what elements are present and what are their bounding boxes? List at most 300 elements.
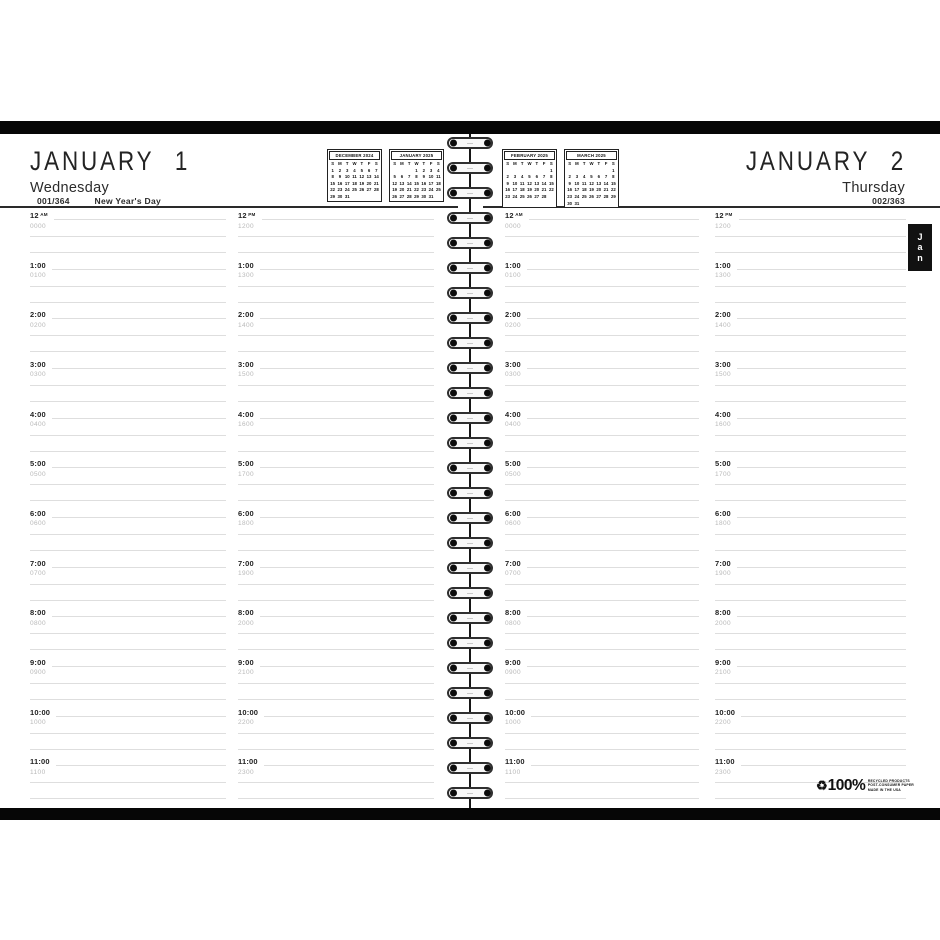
binding-ring [447,312,493,324]
date-cell: 9 [422,174,425,180]
mini-calendar-title: FEBRUARY 2025 [504,151,555,160]
date-cell [595,168,602,175]
hour-label: 7:00 [30,558,46,568]
date-cell [548,194,555,201]
hour-label: 4:00 [30,409,46,419]
writing-line [30,435,226,436]
date-cell: 25 [435,187,441,193]
hour-writing-line [52,517,226,518]
date-cell [573,168,580,175]
hour-writing-line [737,269,906,270]
date-cell: 8 [415,174,418,180]
binding-ring [447,212,493,224]
hour-slot [30,262,226,312]
hour-writing-line [260,368,434,369]
military-time: 0300 [505,371,522,379]
mini-calendar-title: JANUARY 2025 [391,151,442,160]
weekday-cell: W [527,161,532,166]
writing-line [30,550,226,551]
binding-ring [447,662,493,674]
hour-slot [238,659,434,709]
binding-ring-wire [467,293,473,294]
hour-writing-line [260,467,434,468]
hour-slot [505,709,699,759]
date-cell: 2 [338,167,342,173]
hour-writing-line [529,219,699,220]
date-cell: 31 [428,193,434,199]
date-cell: 17 [344,180,350,186]
binding-ring-wire [467,343,473,344]
hour-writing-line [527,517,699,518]
hour-label: 10:00 [30,707,51,717]
binding-ring [447,562,493,574]
hour-label-row [238,560,434,568]
date-cell: 8 [612,174,615,180]
pm-schedule-column [715,212,906,808]
meridiem-label: AM [515,212,523,217]
weekday-cell: S [568,161,572,166]
hour-writing-line [737,318,906,319]
military-time: 0400 [505,421,522,429]
date-cell: 1 [612,167,615,173]
writing-line [715,451,906,452]
hour-label-row [505,659,699,667]
hour-slot [505,361,699,411]
writing-line [715,484,906,485]
weekday-cell: S [506,161,510,166]
date-cell: 8 [550,174,553,180]
date-cell [398,168,405,175]
date-cell [581,168,588,175]
hour-writing-line [737,467,906,468]
hour-slot [715,709,906,759]
writing-line [715,286,906,287]
writing-line [715,699,906,700]
bottom-cover-band [0,808,940,820]
hour-slot [505,311,699,361]
date-cell: 25 [352,187,357,193]
binding-ring-wire [467,368,473,369]
writing-line [30,749,226,750]
hour-label-row [505,262,699,270]
weekday-cell: W [414,161,419,166]
hour-slot [505,212,699,262]
hour-writing-line [264,765,434,766]
writing-line [30,401,226,402]
date-cell: 13 [596,180,602,186]
day-of-year-line [872,196,905,206]
hour-writing-line [527,318,699,319]
date-cell [533,168,540,175]
writing-line [238,550,434,551]
military-time: 2100 [238,669,255,677]
hour-label-row [715,709,906,717]
military-time: 1500 [238,371,255,379]
date-cell: 2 [422,167,425,173]
weekday-cell: T [422,161,426,166]
binding-ring-wire [467,493,473,494]
hour-label: 11:00 [30,757,50,767]
date-cell [581,201,588,208]
date-cell: 26 [392,193,398,199]
hour-slot [30,659,226,709]
date-cell: 7 [408,174,411,180]
month-tab-letter: a [917,242,923,253]
military-time: 1300 [715,272,732,280]
writing-line [238,782,434,783]
hour-writing-line [260,616,434,617]
writing-line [238,236,434,237]
hour-slot [30,560,226,610]
binding-ring-wire [467,718,473,719]
binding-ring [447,362,493,374]
recycled-text-lines [868,779,914,792]
date-cell: 13 [534,180,540,186]
hour-writing-line [52,368,226,369]
weekday-cell: M [400,161,404,166]
date-cell: 26 [589,193,594,199]
date-cell [435,194,442,201]
date-cell: 5 [393,174,396,180]
hour-label: 8:00 [30,608,46,618]
date-cell [373,194,380,201]
date-cell: 17 [574,187,580,193]
writing-line [715,733,906,734]
date-cell: 27 [399,193,405,199]
writing-line [30,633,226,634]
date-cell: 21 [373,180,379,186]
writing-line [715,600,906,601]
hour-label-row [30,460,226,468]
hour-label: 5:00 [505,459,521,469]
binding-ring [447,762,493,774]
writing-line [238,385,434,386]
writing-line [30,534,226,535]
writing-line [238,798,434,799]
weekday-cell: F [367,161,371,166]
date-cell [526,168,533,175]
hour-label: 8:00 [715,608,731,618]
binding-ring [447,137,493,149]
date-cell: 22 [610,187,616,193]
date-cell: 18 [435,180,441,186]
weekday-label: Wednesday [30,180,110,196]
date-cell: 3 [429,167,433,173]
hour-slot [30,609,226,659]
writing-line [505,286,699,287]
hour-writing-line [260,318,434,319]
date-cell: 11 [519,180,525,186]
hour-label-row [505,609,699,617]
military-time: 1400 [715,321,732,329]
binding-ring-wire [467,643,473,644]
binding-ring-wire [467,218,473,219]
hour-slot [715,262,906,312]
hour-writing-line [527,567,699,568]
date-cell: 6 [400,174,404,180]
writing-line [238,500,434,501]
hour-label: 9:00 [505,657,521,667]
mini-calendar-january_2025 [389,149,444,202]
hour-label-row [30,212,226,220]
binding-ring [447,687,493,699]
hour-writing-line [527,467,699,468]
day-of-year: 001/364 [37,196,70,206]
binding-ring [447,512,493,524]
hour-writing-line [264,716,434,717]
mini-calendar-grid [391,161,442,201]
hour-label-row [715,361,906,369]
hour-label-row [505,411,699,419]
date-cell: 28 [541,193,547,199]
writing-line [30,236,226,237]
date-cell: 4 [583,174,586,180]
writing-line [505,550,699,551]
hour-label: 6:00 [30,508,46,518]
writing-line [30,584,226,585]
military-time: 2300 [238,768,255,776]
hour-label-row [238,659,434,667]
hour-label-row [238,212,434,220]
header-divider [0,206,458,208]
hour-slot [715,659,906,709]
hour-slot [238,609,434,659]
binding-ring [447,162,493,174]
hour-label-row [30,311,226,319]
recycle-icon: ♻ [816,778,828,793]
date-cell [588,201,595,208]
writing-line [505,683,699,684]
hour-label: 2:00 [505,310,521,320]
date-cell: 12 [359,174,365,180]
hour-label-row [238,311,434,319]
binding-ring-wire [467,168,473,169]
date-cell: 3 [513,174,517,180]
date-cell: 4 [437,167,440,173]
date-cell: 18 [352,180,357,186]
mini-calendar-title: DECEMBER 2024 [329,151,380,160]
mini-calendar-row [327,149,444,202]
date-cell: 25 [519,193,525,199]
writing-line [238,252,434,253]
hour-label-row [505,460,699,468]
writing-line [505,401,699,402]
hour-slot [238,212,434,262]
hour-slot [715,560,906,610]
date-cell [602,201,609,208]
military-time: 1000 [30,719,47,727]
writing-line [30,302,226,303]
page-title: JANUARY 2 [745,146,906,176]
date-cell: 28 [406,193,412,199]
hour-label: 5:00 [238,459,254,469]
date-cell [358,194,365,201]
writing-line [505,600,699,601]
writing-line [238,302,434,303]
writing-line [30,335,226,336]
writing-line [238,699,434,700]
date-cell: 2 [506,174,509,180]
hour-label-row [505,510,699,518]
date-cell: 15 [414,180,419,186]
writing-line [30,451,226,452]
date-cell: 20 [366,180,372,186]
hour-label: 2:00 [715,310,731,320]
hour-label: 8:00 [505,608,521,618]
page-title: JANUARY 1 [30,146,191,176]
mini-calendar-february_2025 [502,149,557,208]
date-cell: 28 [603,193,609,199]
hour-label-row [30,560,226,568]
date-cell: 19 [589,187,594,193]
military-time: 1900 [238,570,255,578]
hour-label-row [505,212,699,220]
hour-writing-line [737,517,906,518]
military-time: 1000 [505,719,522,727]
date-cell: 11 [581,180,587,186]
binding-ring [447,462,493,474]
weekday-cell: T [345,161,349,166]
hour-label: 10:00 [715,707,736,717]
holiday-label: New Year's Day [94,196,162,206]
hour-writing-line [52,567,226,568]
date-cell: 5 [360,167,363,173]
binding-ring-wire [467,143,473,144]
writing-line [238,534,434,535]
binding-ring [447,587,493,599]
hour-writing-line [527,269,699,270]
hour-slot [505,411,699,461]
weekday-cell: F [604,161,608,166]
date-cell: 7 [542,174,546,180]
hour-writing-line [52,467,226,468]
writing-line [505,335,699,336]
date-cell: 29 [330,193,336,199]
hour-label: 12 $^{AM}$ [30,211,48,220]
binding-ring [447,437,493,449]
binding-ring-wire [467,543,473,544]
date-cell: 27 [366,187,372,193]
month-tab-letter: J [917,231,923,242]
military-time: 0600 [30,520,47,528]
date-cell: 22 [548,187,554,193]
date-cell: 12 [589,180,594,186]
hour-slot [238,411,434,461]
date-cell [602,168,609,175]
weekday-cell: W [589,161,594,166]
hour-writing-line [741,765,906,766]
hour-label: 7:00 [505,558,521,568]
recycled-text-line: RECYCLED PRODUCTS [867,779,910,784]
binding-ring-wire [467,193,473,194]
military-time: 1100 [30,768,46,776]
weekday-cell: M [338,161,342,166]
hour-label-row [30,411,226,419]
military-time: 0200 [30,321,47,329]
hour-slot [505,758,699,808]
hour-writing-line [260,418,434,419]
date-cell: 12 [392,180,398,186]
military-time: 1600 [715,421,732,429]
writing-line [715,302,906,303]
hour-slot [30,460,226,510]
writing-line [505,749,699,750]
hour-label: 4:00 [715,409,731,419]
top-cover-band [0,121,940,134]
hour-writing-line [54,219,226,220]
hour-label-row [505,709,699,717]
date-cell: 14 [373,174,379,180]
writing-line [238,600,434,601]
writing-line [238,749,434,750]
binding-ring-wire [467,693,473,694]
date-cell: 10 [344,174,350,180]
writing-line [715,401,906,402]
military-time: 1800 [715,520,732,528]
hour-slot [30,311,226,361]
date-cell: 3 [346,167,349,173]
writing-line [238,335,434,336]
hour-slot [30,510,226,560]
hour-slot [238,262,434,312]
hour-label: 3:00 [505,359,521,369]
hour-slot [238,709,434,759]
hour-writing-line [262,219,434,220]
military-time: 1400 [238,321,255,329]
writing-line [505,500,699,501]
military-time: 2300 [715,768,732,776]
hour-label-row [715,758,906,766]
binding-ring-wire [467,793,473,794]
hour-label-row [30,709,226,717]
hour-label: 6:00 [505,508,521,518]
weekday-cell: T [360,161,364,166]
binding-ring [447,787,493,799]
military-time: 0200 [505,321,522,329]
hour-slot [505,609,699,659]
hour-label-row [505,361,699,369]
date-cell: 19 [359,180,365,186]
writing-line [715,435,906,436]
hour-label: 9:00 [30,657,46,667]
weekday-cell: T [520,161,524,166]
mini-calendar-row [502,149,619,208]
date-cell: 9 [506,180,509,186]
hour-slot [715,311,906,361]
binding-ring-wire [467,268,473,269]
date-cell: 21 [406,187,412,193]
writing-line [238,633,434,634]
hour-slot [505,659,699,709]
hour-label-row [238,460,434,468]
binding-ring [447,537,493,549]
hour-label-row [238,709,434,717]
hour-writing-line [52,318,226,319]
date-cell: 24 [344,187,350,193]
military-time: 0300 [30,371,47,379]
date-cell [595,201,602,208]
writing-line [505,484,699,485]
mini-calendar-grid [504,161,555,201]
writing-line [238,733,434,734]
writing-line [30,385,226,386]
date-cell: 14 [541,180,547,186]
date-cell: 10 [512,180,518,186]
weekday-cell: T [582,161,586,166]
hour-label: 3:00 [238,359,254,369]
date-cell [511,168,518,175]
writing-line [505,733,699,734]
